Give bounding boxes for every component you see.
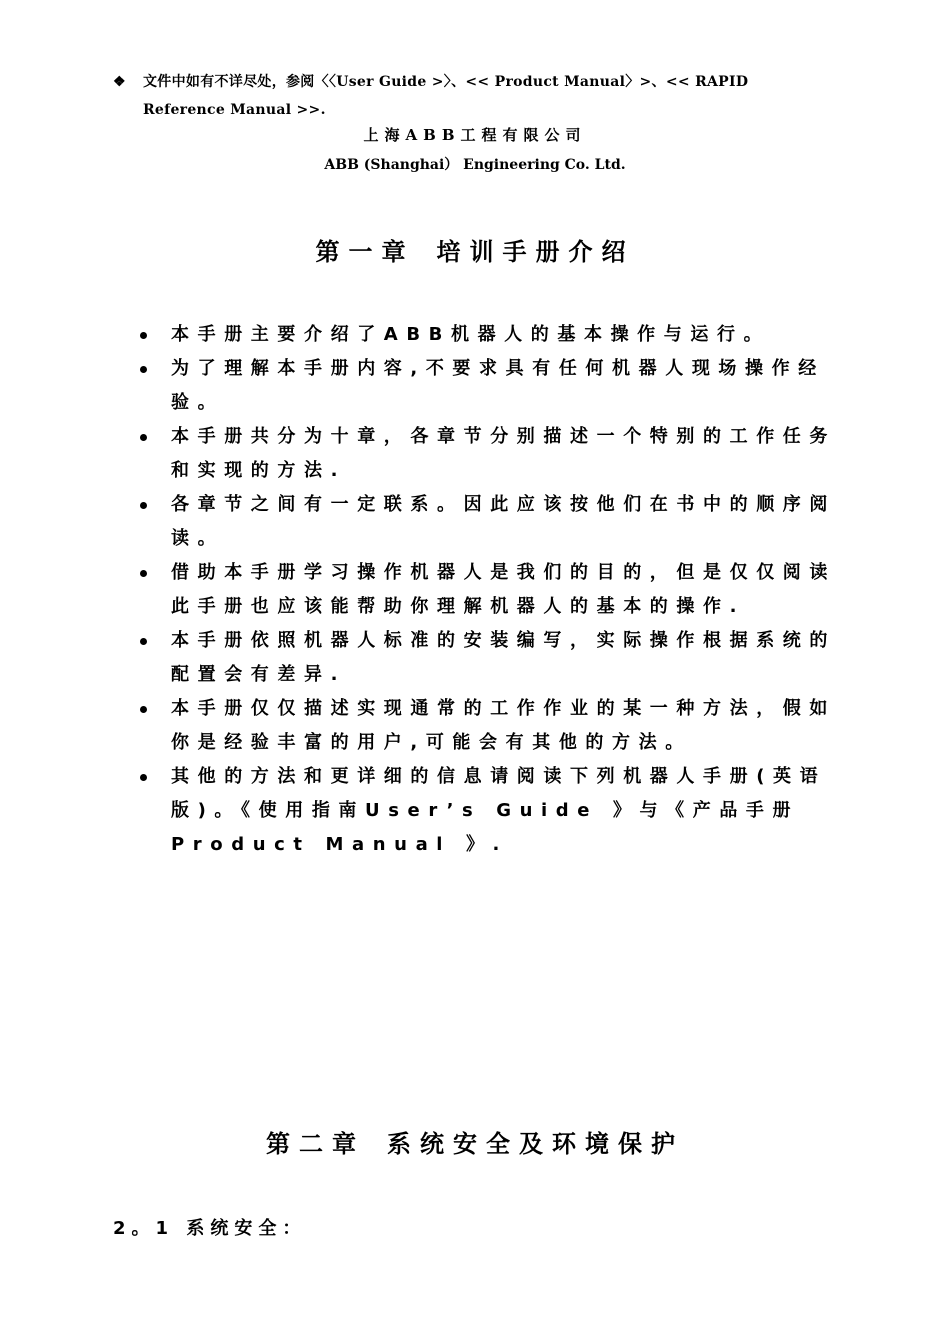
company-name-cn: 上海ABB工程有限公司 (363, 126, 587, 144)
bullet-dot-icon (140, 774, 147, 781)
list-item (140, 760, 840, 862)
bullet-dot-icon (140, 332, 147, 339)
bullet-dot-icon (140, 434, 147, 441)
bullet-dot-icon (140, 706, 147, 713)
chapter-1-heading (0, 232, 950, 267)
diamond-bullet-icon: ❖ (113, 74, 126, 90)
bullet-dot-icon (140, 366, 147, 373)
chapter-1-number: 第一章 (315, 238, 415, 266)
list-item (140, 420, 840, 488)
list-item (140, 352, 840, 420)
list-item-text: 各章节之间有一定联系。因此应该按他们在书中的顺序阅读。 (171, 494, 836, 549)
list-item (140, 488, 840, 556)
list-item-text: 本手册共分为十章，各章节分别描述一个特别的工作任务和实现的方法. (171, 426, 836, 481)
chapter-2-title: 系统安全及环境保护 (387, 1130, 684, 1158)
list-item (140, 318, 840, 352)
chapter-2-heading (0, 1124, 950, 1159)
list-item-text: 本手册仅仅描述实现通常的工作作业的某一种方法，假如你是经验丰富的用户,可能会有其他的方法。 (171, 698, 836, 753)
bullet-dot-icon (140, 502, 147, 509)
bullet-dot-icon (140, 570, 147, 577)
reference-note (113, 68, 833, 124)
section-heading: 2。1 系统安全： (113, 1218, 307, 1239)
list-item-text: 本手册依照机器人标准的安装编写，实际操作根据系统的配置会有差异. (171, 630, 836, 685)
bullet-dot-icon (140, 638, 147, 645)
list-item-text: 为了理解本手册内容,不要求具有任何机器人现场操作经验。 (171, 358, 825, 413)
chapter-2-number: 第二章 (266, 1130, 365, 1158)
list-item-text: 本手册主要介绍了ABB机器人的基本操作与运行。 (171, 324, 771, 345)
list-item-text: 借助本手册学习操作机器人是我们的目的，但是仅仅阅读此手册也应该能帮助你理解机器人的基本的操作. (171, 562, 836, 617)
list-item (140, 556, 840, 624)
intro-bullet-list (140, 318, 840, 862)
company-name-en: ABB (Shanghai） Engineering Co. Ltd. (324, 157, 626, 173)
chapter-1-title: 培训手册介绍 (436, 238, 635, 266)
list-item-text: 其他的方法和更详细的信息请阅读下列机器人手册(英语版)。《使用指南User’s Guide 》与《产品手册Product Manual 》. (171, 766, 827, 855)
list-item (140, 692, 840, 760)
reference-note-text: 文件中如有不详尽处，参阅〈〈User Guide >〉、<< Product Manual〉>、<< RAPID Reference Manual >>. (143, 74, 749, 118)
list-item (140, 624, 840, 692)
